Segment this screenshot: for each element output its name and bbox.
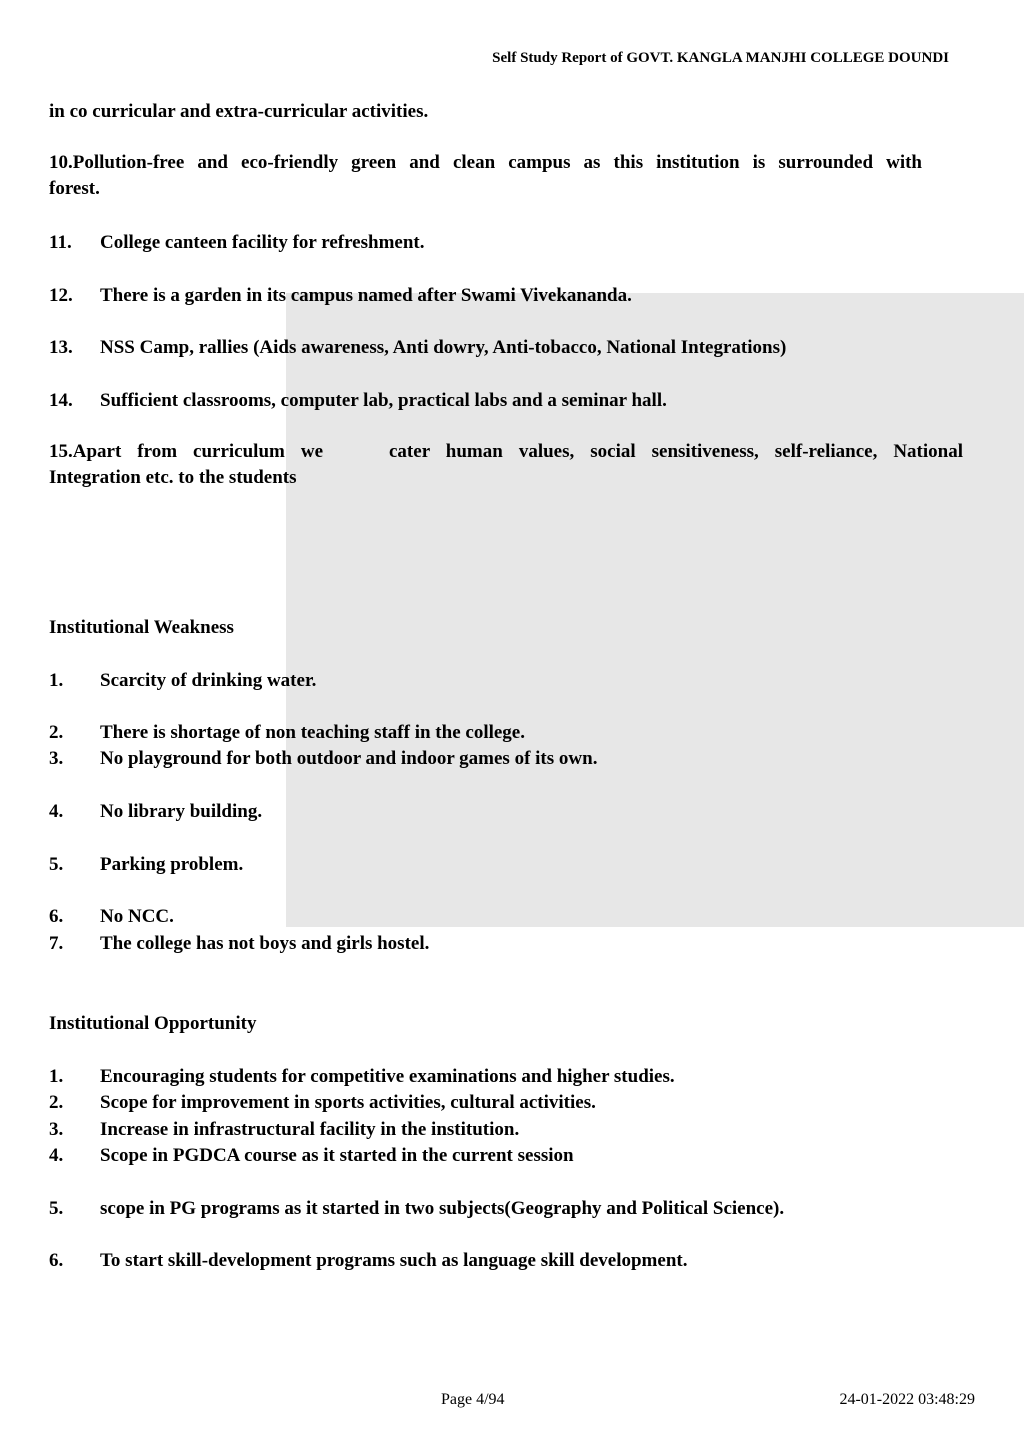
section-heading-weakness: Institutional Weakness — [49, 617, 234, 638]
section-heading-opportunity: Institutional Opportunity — [49, 1013, 257, 1034]
list-number: 2. — [49, 722, 64, 743]
list-number: 3. — [49, 748, 64, 769]
list-number: 3. — [49, 1119, 64, 1140]
list-item: Sufficient classrooms, computer lab, practical labs and a seminar hall. — [100, 390, 667, 411]
list-item: There is a garden in its campus named after Swami Vivekananda. — [100, 285, 632, 306]
page-header: Self Study Report of GOVT. KANGLA MANJHI COLLEGE DOUNDI — [492, 50, 949, 66]
item-15-part1: 15.Apart from curriculum we — [49, 441, 323, 462]
list-number: 13. — [49, 337, 73, 358]
list-number: 5. — [49, 854, 64, 875]
list-item: No NCC. — [100, 906, 174, 927]
list-number: 4. — [49, 1145, 64, 1166]
list-number: 6. — [49, 1250, 64, 1271]
list-number: 5. — [49, 1198, 64, 1219]
list-item: Encouraging students for competitive examinations and higher studies. — [100, 1066, 675, 1087]
item-10-line1: 10.Pollution-free and eco-friendly green and clean campus as this institution is surrounded with — [49, 152, 922, 173]
list-number: 14. — [49, 390, 73, 411]
list-number: 1. — [49, 670, 64, 691]
list-item: To start skill-development programs such as language skill development. — [100, 1250, 688, 1271]
list-item: Scope in PGDCA course as it started in the current session — [100, 1145, 574, 1166]
list-item: Parking problem. — [100, 854, 244, 875]
list-number: 6. — [49, 906, 64, 927]
list-item: Scope for improvement in sports activities, cultural activities. — [100, 1092, 596, 1113]
item-15-line2: Integration etc. to the students — [49, 467, 297, 488]
list-item: No library building. — [100, 801, 263, 822]
list-item: College canteen facility for refreshment. — [100, 232, 425, 253]
list-item: There is shortage of non teaching staff in the college. — [100, 722, 525, 743]
list-number: 1. — [49, 1066, 64, 1087]
list-number: 2. — [49, 1092, 64, 1113]
list-number: 4. — [49, 801, 64, 822]
footer-timestamp: 24-01-2022 03:48:29 — [839, 1391, 975, 1408]
item-10-line2: forest. — [49, 178, 100, 199]
item-15-part2: cater human values, social sensitiveness, self-reliance, National — [389, 441, 963, 462]
list-item: The college has not boys and girls hostel. — [100, 933, 430, 954]
list-item: Increase in infrastructural facility in the institution. — [100, 1119, 520, 1140]
page-number: Page 4/94 — [441, 1391, 505, 1408]
list-number: 7. — [49, 933, 64, 954]
list-item: NSS Camp, rallies (Aids awareness, Anti dowry, Anti-tobacco, National Integrations) — [100, 337, 787, 358]
intro-line: in co curricular and extra-curricular activities. — [49, 101, 429, 122]
list-number: 12. — [49, 285, 73, 306]
list-item: scope in PG programs as it started in two subjects(Geography and Political Science). — [100, 1198, 785, 1219]
list-item: No playground for both outdoor and indoor games of its own. — [100, 748, 598, 769]
list-item: Scarcity of drinking water. — [100, 670, 317, 691]
list-number: 11. — [49, 232, 72, 253]
